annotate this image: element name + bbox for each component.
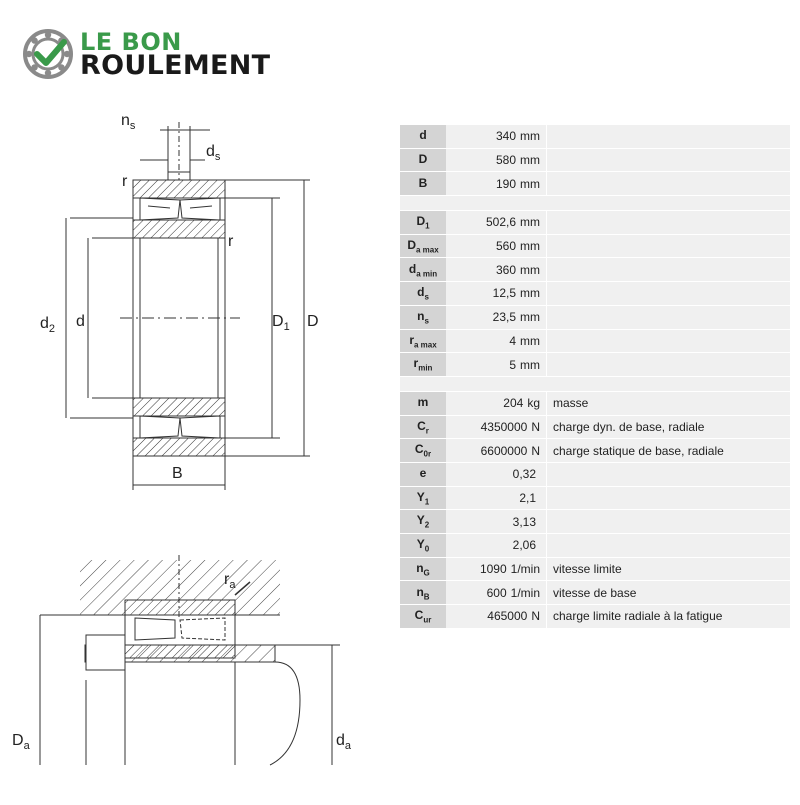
separator-cell xyxy=(400,376,790,391)
spec-symbol: B xyxy=(400,172,446,196)
spec-row xyxy=(400,211,790,235)
spec-symbol: e xyxy=(400,462,446,486)
spec-value: 5 mm xyxy=(446,353,547,377)
spec-table xyxy=(400,125,790,629)
spec-row xyxy=(400,234,790,258)
spec-value: 580 mm xyxy=(446,148,547,172)
spec-description: masse xyxy=(547,391,791,415)
spec-row xyxy=(400,415,790,439)
spec-row xyxy=(400,439,790,463)
spec-row xyxy=(400,557,790,581)
spec-description: charge limite radiale à la fatigue xyxy=(547,605,791,629)
brand-line2: ROULEMENT xyxy=(80,50,271,81)
label-ds: $d_s$ xyxy=(206,143,221,163)
spec-value: 360 mm xyxy=(446,258,547,282)
spec-description xyxy=(547,282,791,306)
spec-row xyxy=(400,353,790,377)
spec-value: 600 1/min xyxy=(446,581,547,605)
spec-symbol: $C_{ur}$ xyxy=(400,605,446,629)
spec-row xyxy=(400,329,790,353)
spec-row xyxy=(400,534,790,558)
group-separator xyxy=(400,376,790,391)
spec-row xyxy=(400,581,790,605)
spec-symbol: $D_{a max}$ xyxy=(400,234,446,258)
label-B: B xyxy=(172,465,183,482)
spec-description: charge statique de base, radiale xyxy=(547,439,791,463)
spec-symbol: $Y_2$ xyxy=(400,510,446,534)
spec-description xyxy=(547,305,791,329)
spec-description xyxy=(547,510,791,534)
spec-value: 23,5 mm xyxy=(446,305,547,329)
spec-description: vitesse limite xyxy=(547,557,791,581)
spec-value: 4350000 N xyxy=(446,415,547,439)
label-ns: $n_s$ xyxy=(121,112,136,132)
spec-value: 190 mm xyxy=(446,172,547,196)
bearing-section-diagram xyxy=(0,100,380,800)
group-separator xyxy=(400,196,790,211)
spec-symbol: d xyxy=(400,125,446,148)
bearing-check-icon xyxy=(22,28,76,82)
spec-description xyxy=(547,148,791,172)
spec-description xyxy=(547,329,791,353)
spec-value: 465000 N xyxy=(446,605,547,629)
spec-value: 560 mm xyxy=(446,234,547,258)
spec-value: 204 kg xyxy=(446,391,547,415)
spec-row xyxy=(400,510,790,534)
spec-symbol: D xyxy=(400,148,446,172)
spec-description xyxy=(547,211,791,235)
label-ra: $r_a$ xyxy=(224,571,236,591)
spec-description xyxy=(547,353,791,377)
spec-description xyxy=(547,234,791,258)
spec-value: 6600000 N xyxy=(446,439,547,463)
spec-row xyxy=(400,282,790,306)
label-r-right: r xyxy=(228,233,234,250)
spec-value: 2,1 xyxy=(446,486,547,510)
spec-table-body xyxy=(400,125,790,628)
spec-description xyxy=(547,534,791,558)
spec-description xyxy=(547,125,791,148)
spec-symbol: $n_G$ xyxy=(400,557,446,581)
spec-symbol: $Y_1$ xyxy=(400,486,446,510)
spec-description: vitesse de base xyxy=(547,581,791,605)
spec-row xyxy=(400,172,790,196)
spec-value: 3,13 xyxy=(446,510,547,534)
label-D: D xyxy=(307,313,319,330)
spec-row xyxy=(400,605,790,629)
spec-symbol: $Y_0$ xyxy=(400,534,446,558)
spec-value: 340 mm xyxy=(446,125,547,148)
label-Da: $D_a$ xyxy=(12,732,30,752)
spec-description xyxy=(547,486,791,510)
label-d2: $d_2$ xyxy=(40,315,56,335)
spec-row xyxy=(400,305,790,329)
brand-line1: LE BON xyxy=(80,28,182,56)
label-d: d xyxy=(76,313,85,330)
spec-symbol: $d_s$ xyxy=(400,282,446,306)
separator-cell xyxy=(400,196,790,211)
spec-value: 1090 1/min xyxy=(446,557,547,581)
label-da: $d_a$ xyxy=(336,732,352,752)
spec-symbol: $r_{a max}$ xyxy=(400,329,446,353)
spec-symbol: $C_{0r}$ xyxy=(400,439,446,463)
label-D1: $D_1$ xyxy=(272,313,290,333)
spec-symbol: m xyxy=(400,391,446,415)
spec-symbol: $D_1$ xyxy=(400,211,446,235)
spec-symbol: $n_s$ xyxy=(400,305,446,329)
bearing-drawing xyxy=(0,100,380,800)
spec-symbol: $d_{a min}$ xyxy=(400,258,446,282)
spec-value: 4 mm xyxy=(446,329,547,353)
spec-value: 2,06 xyxy=(446,534,547,558)
spec-row xyxy=(400,148,790,172)
spec-value: 0,32 xyxy=(446,462,547,486)
spec-value: 502,6 mm xyxy=(446,211,547,235)
spec-row xyxy=(400,125,790,148)
brand-logo xyxy=(22,26,302,86)
spec-symbol: $n_B$ xyxy=(400,581,446,605)
spec-symbol: $r_{min}$ xyxy=(400,353,446,377)
spec-description xyxy=(547,462,791,486)
label-r-top: r xyxy=(122,173,128,190)
spec-description xyxy=(547,258,791,282)
spec-symbol: $C_r$ xyxy=(400,415,446,439)
spec-row xyxy=(400,486,790,510)
spec-description xyxy=(547,172,791,196)
spec-row xyxy=(400,258,790,282)
spec-description: charge dyn. de base, radiale xyxy=(547,415,791,439)
spec-row xyxy=(400,391,790,415)
spec-value: 12,5 mm xyxy=(446,282,547,306)
spec-row xyxy=(400,462,790,486)
